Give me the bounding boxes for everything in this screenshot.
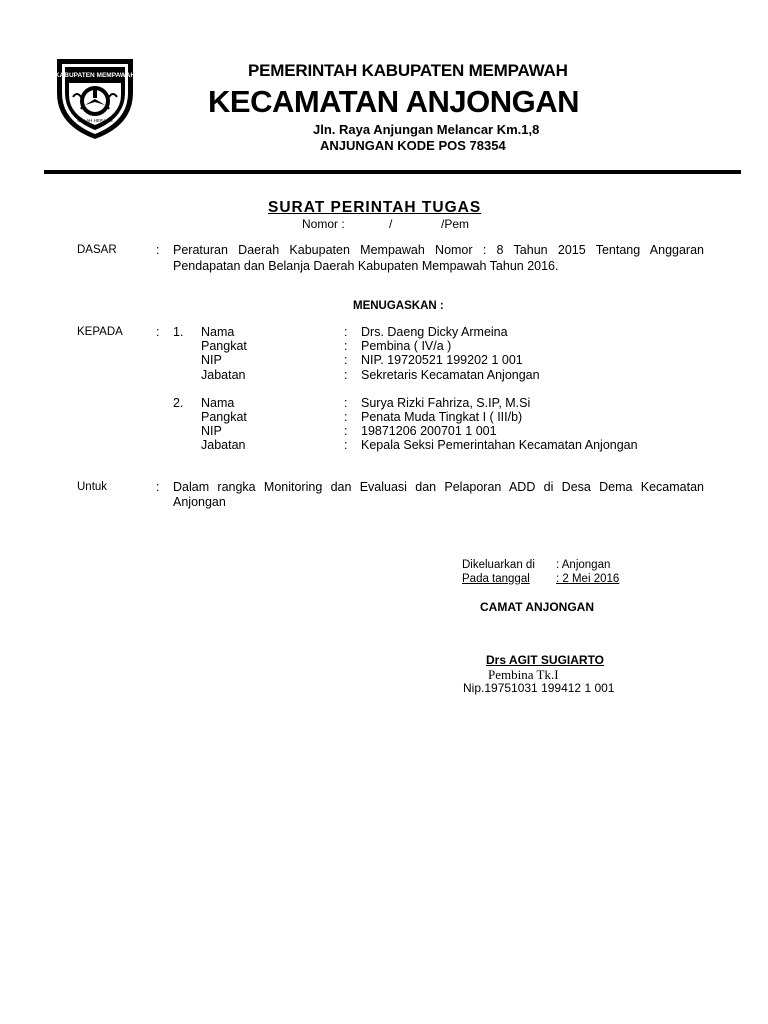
field-colon: : [344, 438, 348, 452]
government-name: PEMERINTAH KABUPATEN MEMPAWAH [248, 61, 568, 80]
field-colon: : [344, 424, 348, 438]
letter-title: SURAT PERINTAH TUGAS [268, 199, 482, 216]
person-position: Sekretaris Kecamatan Anjongan [361, 368, 540, 382]
person-nip: NIP. 19720521 199202 1 001 [361, 353, 523, 367]
field-label: Nama [201, 325, 235, 339]
kepada-colon: : [156, 325, 160, 339]
person-nip: 19871206 200701 1 001 [361, 424, 497, 438]
field-colon: : [344, 325, 348, 339]
postal-line: ANJUNGAN KODE POS 78354 [320, 138, 506, 153]
dasar-text-line2: Pendapatan dan Belanja Daerah Kabupaten Mempawah Tahun 2016. [173, 259, 559, 273]
untuk-colon: : [156, 480, 160, 494]
person-number: 2. [173, 396, 184, 410]
person-rank: Pembina ( IV/a ) [361, 339, 452, 353]
kepada-label: KEPADA [77, 326, 123, 338]
person-rank: Penata Muda Tingkat I ( III/b) [361, 410, 523, 424]
field-colon: : [344, 353, 348, 367]
signatory-rank: Pembina Tk.I [488, 667, 559, 682]
header-divider [44, 170, 741, 174]
field-colon: : [344, 368, 348, 382]
field-label: Pangkat [201, 410, 247, 424]
emblem-text: KABUPATEN MEMPAWAH [54, 72, 136, 79]
person-name: Surya Rizki Fahriza, S.IP, M.Si [361, 396, 531, 410]
person-name: Drs. Daeng Dicky Armeina [361, 325, 508, 339]
dasar-text-line1: Peraturan Daerah Kabupaten Mempawah Nomor : 8 Tahun 2015 Tentang Anggaran [173, 243, 704, 257]
field-label: Jabatan [201, 368, 246, 382]
field-label: Pangkat [201, 339, 247, 353]
field-colon: : [344, 410, 348, 424]
person-number: 1. [173, 325, 184, 339]
untuk-text-line1: Dalam rangka Monitoring dan Evaluasi dan Pelaporan ADD di Desa Dema Kecamatan [173, 480, 704, 494]
field-label: NIP [201, 353, 222, 367]
field-label: Jabatan [201, 438, 246, 452]
regency-emblem [51, 53, 139, 141]
signatory-name: Drs AGIT SUGIARTO [486, 653, 605, 667]
emblem-motto: GALAH HERANG [77, 118, 113, 123]
issued-date-value: : 2 Mei 2016 [556, 573, 620, 585]
field-colon: : [344, 396, 348, 410]
letter-number-suffix: /Pem [441, 217, 470, 231]
signatory-position: CAMAT ANJONGAN [480, 600, 594, 614]
signatory-nip: Nip.19751031 199412 1 001 [463, 681, 615, 695]
dasar-colon: : [156, 243, 160, 257]
issued-place-label: Dikeluarkan di [462, 559, 535, 571]
dasar-label: DASAR [77, 244, 117, 256]
field-label: Nama [201, 396, 235, 410]
person-position: Kepala Seksi Pemerintahan Kecamatan Anjongan [361, 438, 638, 452]
issued-place-value: : Anjongan [556, 559, 611, 571]
address-line: Jln. Raya Anjungan Melancar Km.1,8 [313, 122, 540, 137]
field-colon: : [344, 339, 348, 353]
letter-number-label: Nomor : [302, 217, 345, 231]
letter-number-separator: / [389, 217, 393, 231]
district-name: KECAMATAN ANJONGAN [208, 84, 580, 119]
menugaskan-heading: MENUGASKAN : [353, 300, 444, 312]
untuk-label: Untuk [77, 481, 108, 493]
untuk-text-line2: Anjongan [173, 495, 226, 509]
issued-date-label: Pada tanggal [462, 573, 530, 585]
field-label: NIP [201, 424, 222, 438]
